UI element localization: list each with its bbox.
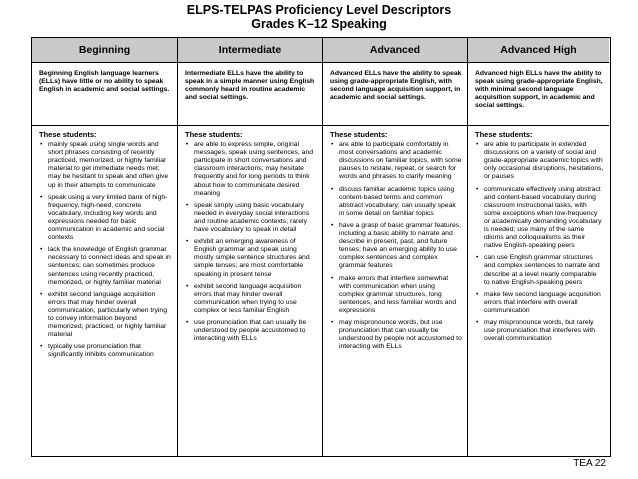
student-list: [39, 141, 172, 359]
list-item: • exhibit an emerging awareness of English grammar and speak using mostly simple sentence structures and simple tenses; are most comfortable speaking in present tense: [194, 238, 317, 278]
list-item: • are able to express simple, original messages, speak using sentences, and participate in short conversations and classroom interactions; may hesitate frequently and for long periods to think about how to communicate desired meaning: [194, 141, 317, 198]
page-subtitle: Grades K–12 Speaking: [251, 17, 387, 31]
level-descriptor: Beginning English language learners (ELLs) have little or no ability to speak English in academic and social settings.: [32, 62, 177, 126]
column-beginning: [32, 38, 177, 456]
student-list: [475, 141, 604, 343]
these-students-label: These students:: [330, 130, 388, 139]
descriptor-table: [31, 37, 611, 457]
list-item: • exhibit second language acquisition errors that may hinder overall communication when trying to use complex or less familiar English: [194, 283, 317, 315]
students-section: [323, 128, 467, 456]
students-section: [178, 128, 322, 456]
column-heading: Advanced: [323, 38, 467, 63]
list-item: • lack the knowledge of English grammar necessary to connect ideas and speak in sentences; can sometimes produce sentences using recently practiced, memorized, or highly familiar material: [48, 246, 172, 286]
list-item: • communicate effectively using abstract and content-based vocabulary during classroom instructional tasks, with some exceptions when low-frequency or academically demanding vocabulary is needed; use many of the same idioms and colloquialisms as their native English-speaking peers: [484, 186, 604, 251]
list-item: • have a grasp of basic grammar features, including a basic ability to narrate and describe in present, past, and future tenses; have an emerging ability to use complex sentences and complex grammar features: [339, 222, 462, 271]
students-section: [32, 128, 177, 456]
list-item: • make few second language acquisition errors that interfere with overall communication: [484, 291, 604, 315]
page-title: ELPS-TELPAS Proficiency Level Descriptors: [186, 3, 452, 17]
list-item: • are able to participate in extended discussions on a variety of social and grade-appropriate academic topics with only occasional disruptions, hesitations, or pauses: [484, 141, 604, 181]
column-heading: Intermediate: [178, 38, 322, 63]
students-section: [468, 128, 609, 456]
these-students-label: These students:: [475, 130, 533, 139]
list-item: • can use English grammar structures and complex sentences to narrate and describe at a level nearly comparable to native English-speaking peers: [484, 254, 604, 286]
these-students-label: These students:: [39, 130, 97, 139]
list-item: • may mispronounce words, but rarely use pronunciation that interferes with overall communication: [484, 319, 604, 343]
student-list: [330, 141, 462, 351]
level-descriptor: Advanced high ELLs have the ability to speak using grade-appropriate English, with minimal second language acquisition support, in academic and social settings.: [468, 62, 609, 126]
column-advanced-high: [467, 38, 609, 456]
list-item: • may mispronounce words, but use pronunciation that can usually be understood by people not accustomed to interacting with ELLs: [339, 319, 462, 351]
list-item: • mainly speak using single words and short phrases consisting of recently practiced, memorized, or highly familiar material to get immediate needs met; may be hesitant to speak and often give up in their attempts to communicate: [48, 141, 172, 190]
list-item: • are able to participate comfortably in most conversations and academic discussions on familiar topics, with some pauses to restate, repeat, or search for words and phrases to clarify meaning: [339, 141, 462, 181]
level-descriptor: Intermediate ELLs have the ability to speak in a simple manner using English commonly heard in routine academic and social settings.: [178, 62, 322, 126]
list-item: • typically use pronunciation that significantly inhibits communication: [48, 343, 172, 359]
these-students-label: These students:: [185, 130, 243, 139]
page-footer: TEA 22: [573, 458, 606, 469]
student-list: [185, 141, 317, 343]
list-item: • use pronunciation that can usually be understood by people accustomed to interacting with ELLs: [194, 319, 317, 343]
list-item: • exhibit second language acquisition errors that may hinder overall communication, particularly when trying to convey information beyond memorized, practiced, or highly familiar material: [48, 291, 172, 340]
level-descriptor: Advanced ELLs have the ability to speak using grade-appropriate English, with second language acquisition support, in academic and social settings.: [323, 62, 467, 126]
column-heading: Beginning: [32, 38, 177, 63]
list-item: • make errors that interfere somewhat with communication when using complex grammar structures, long sentences, and less familiar words and expressions: [339, 275, 462, 315]
list-item: • speak simply using basic vocabulary needed in everyday social interactions and routine academic contexts; rarely have vocabulary to speak in detail: [194, 202, 317, 234]
column-advanced: [322, 38, 467, 456]
list-item: • speak using a very limited bank of high-frequency, high-need, concrete vocabulary, including key words and expressions needed for basic communication in academic and social contexts: [48, 194, 172, 243]
column-intermediate: [177, 38, 322, 456]
list-item: • discuss familiar academic topics using content-based terms and common abstract vocabulary; can usually speak in some detail on familiar topics: [339, 186, 462, 218]
column-heading: Advanced High: [468, 38, 609, 63]
